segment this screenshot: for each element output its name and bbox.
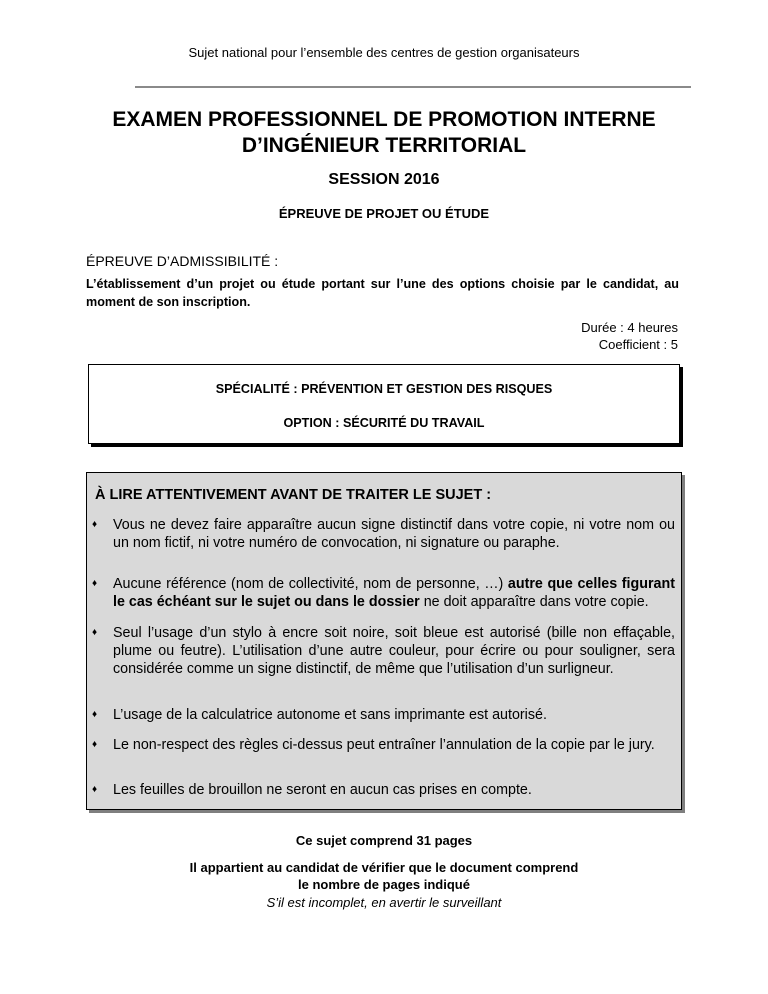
- bullet-icon: ♦: [92, 578, 98, 589]
- bullet-icon: ♦: [92, 739, 98, 750]
- option-label: OPTION : SÉCURITÉ DU TRAVAIL: [283, 416, 485, 430]
- exam-title: [0, 107, 768, 159]
- incomplete-notice: S’il est incomplet, en avertir le surveillant: [266, 895, 502, 910]
- instruction-text-emphasis: autre que celles figurant le cas échéant sur le sujet ou dans le dossier: [113, 576, 675, 610]
- verify-line-1: Il appartient au candidat de vérifier que le document comprend: [189, 860, 579, 875]
- instruction-text-end: ne doit apparaître dans votre copie.: [419, 594, 649, 610]
- admissibilite-label: ÉPREUVE D’ADMISSIBILITÉ :: [86, 253, 279, 269]
- epreuve-label: ÉPREUVE DE PROJET OU ÉTUDE: [278, 206, 490, 221]
- instruction-item: [92, 706, 675, 724]
- instruction-text: Les feuilles de brouillon ne seront en aucun cas prises en compte.: [113, 782, 532, 798]
- instruction-text-start: Aucune référence (nom de collectivité, nom de personne, …): [113, 576, 508, 592]
- instruction-text: Seul l’usage d’un stylo à encre soit noire, soit bleue est autorisé (bille non effaçable, plume ou feutre). L’utilisation d’une autre couleur, pour écrire ou pour souligner, sera considérée comme un signe distinctif, de même que l’utilisation d’un surligneur.: [113, 625, 675, 677]
- instructions-box: [86, 472, 682, 810]
- duration-text: Durée : 4 heures: [581, 320, 678, 335]
- instruction-text: Le non-respect des règles ci-dessus peut entraîner l’annulation de la copie par le jury.: [113, 737, 655, 753]
- instruction-text: L’usage de la calculatrice autonome et sans imprimante est autorisé.: [113, 707, 547, 723]
- specialite-label: SPÉCIALITÉ : PRÉVENTION ET GESTION DES RISQUES: [215, 382, 553, 396]
- instruction-text: Vous ne devez faire apparaître aucun signe distinctif dans votre copie, ni votre nom ou un nom fictif, ni votre numéro de convocation, ni signature ou paraphe.: [113, 517, 675, 551]
- verify-line-2: le nombre de pages indiqué: [298, 877, 470, 892]
- page-count-notice: Ce sujet comprend 31 pages: [295, 833, 473, 848]
- instruction-item: [92, 781, 675, 799]
- instruction-item: [92, 575, 675, 611]
- duration-block: [581, 319, 678, 353]
- bullet-icon: ♦: [92, 627, 98, 638]
- session-label: SESSION 2016: [328, 171, 440, 188]
- exam-title-line-1: EXAMEN PROFESSIONNEL DE PROMOTION INTERNE: [112, 108, 656, 131]
- bullet-icon: ♦: [92, 519, 98, 530]
- instruction-item: [92, 624, 675, 678]
- verify-notice: [0, 859, 768, 893]
- bullet-icon: ♦: [92, 709, 98, 720]
- header-text: Sujet national pour l’ensemble des centres de gestion organisateurs: [188, 45, 580, 60]
- instruction-item: [92, 516, 675, 552]
- instruction-item: [92, 736, 675, 754]
- coefficient-text: Coefficient : 5: [598, 337, 678, 352]
- specialite-box: [88, 364, 680, 444]
- admissibilite-description: L’établissement d’un projet ou étude portant sur l’une des options choisie par le candidat, au moment de son inscription.: [86, 277, 679, 309]
- instructions-title: À LIRE ATTENTIVEMENT AVANT DE TRAITER LE SUJET :: [95, 487, 492, 503]
- header-divider: [135, 86, 691, 88]
- bullet-icon: ♦: [92, 784, 98, 795]
- exam-title-line-2: D’INGÉNIEUR TERRITORIAL: [241, 134, 527, 157]
